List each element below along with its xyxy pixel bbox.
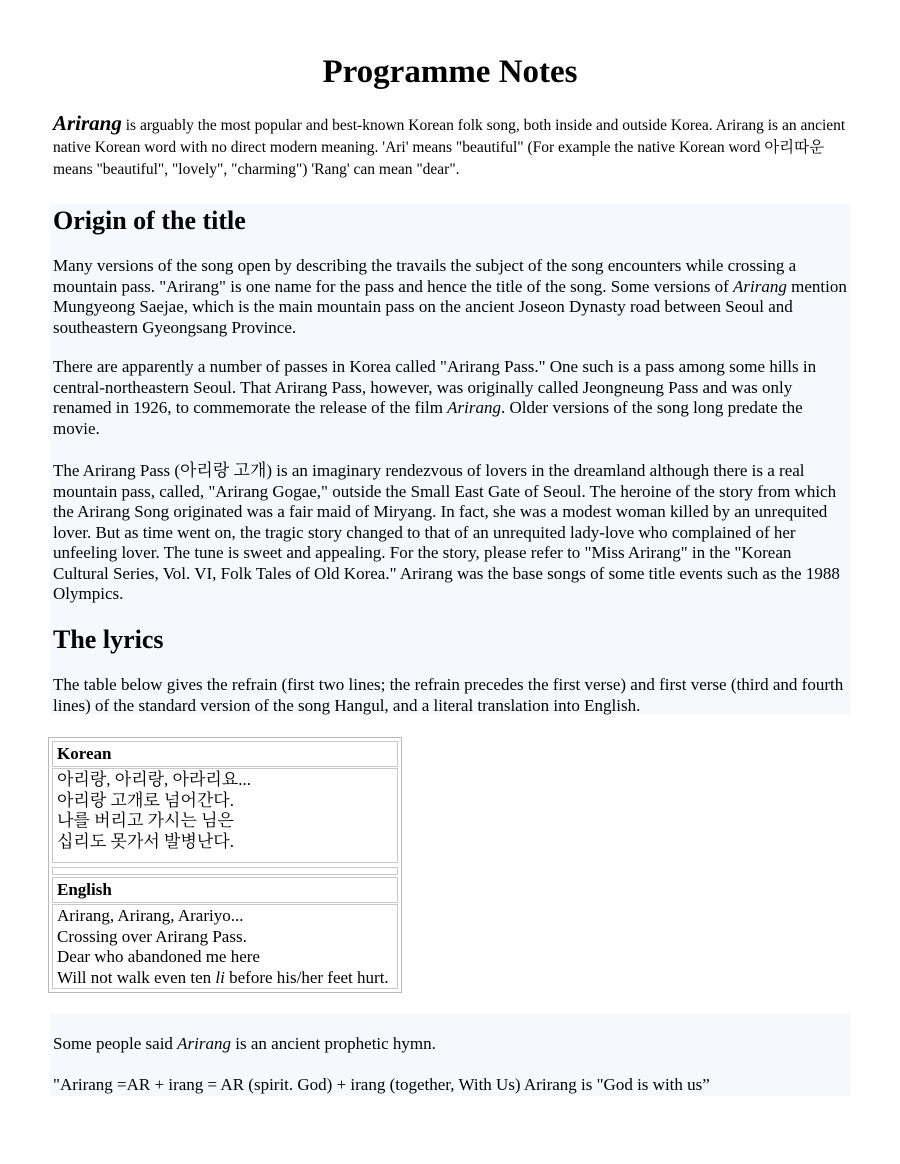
english-lyrics-cell xyxy=(52,904,398,989)
korean-line: 아리랑 고개로 넘어간다. xyxy=(57,790,234,810)
english-line: Dear who abandoned me here xyxy=(57,947,260,966)
closing-p1-emphasis: Arirang xyxy=(177,1034,232,1053)
closing-paragraph-1 xyxy=(53,1034,848,1055)
origin-heading: Origin of the title xyxy=(53,206,246,235)
english-last-text-b: before his/her feet hurt. xyxy=(224,967,389,987)
table-spacer-cell xyxy=(52,867,398,875)
english-header-cell: English xyxy=(52,877,398,903)
closing-p1-text-b: is an ancient prophetic hymn. xyxy=(231,1034,436,1053)
korean-line: 나를 버리고 가시는 님은 xyxy=(57,811,234,830)
english-last-text-a: Will not walk even ten xyxy=(57,967,216,987)
lyrics-table xyxy=(48,737,402,993)
origin-p2-emphasis: Arirang xyxy=(447,398,502,417)
english-line: Arirang, Arirang, Arariyo... xyxy=(57,906,244,925)
origin-p2-text-b: . Older versions of the song long predate the movie. xyxy=(53,398,803,438)
intro-lead-word: Arirang xyxy=(53,111,122,135)
origin-paragraph-1 xyxy=(53,256,848,338)
closing-paragraph-2: "Arirang =AR + irang = AR (spirit. God) + irang (together, With Us) Arirang is "God is with us” xyxy=(53,1075,710,1094)
korean-line: 아리랑, 아리랑, 아라리요... xyxy=(57,770,251,789)
origin-paragraph-2 xyxy=(53,357,848,439)
korean-header-cell: Korean xyxy=(52,741,398,767)
origin-p1-text-b: mention Mungyeong Saejae, which is the main mountain pass on the ancient Joseon Dynasty road between Seoul and southeastern Gyeongsang Province. xyxy=(53,276,847,337)
origin-p1-emphasis: Arirang xyxy=(733,276,787,296)
english-last-emphasis: li xyxy=(215,967,225,987)
lyrics-heading: The lyrics xyxy=(53,625,164,654)
origin-p1-text-a: Many versions of the song open by describing the travails the subject of the song encounters while crossing a mountain pass. "Arirang" is one name for the pass and hence the title of the song. Some versions of xyxy=(53,256,797,296)
origin-paragraph-3: The Arirang Pass (아리랑 고개) is an imaginary rendezvous of lovers in the dreamland although there is a real mountain pass, called, "Arirang Gogae," outside the Small East Gate of Seoul. The heroine of the story from which the Arirang Song originated was a fair maid of Miryang. In fact, she was a modest woman killed by an unrequited lover. But as time went on, the tragic story changed to that of an unrequited lady-love who complained of her unfeeling lover. The tune is sweet and appealing. For the story, please refer to "Miss Arirang" in the "Korean Cultural Series, Vol. VI, Folk Tales of Old Korea." Arirang was the base songs of some title events such as the 1988 Olympics. xyxy=(53,461,840,603)
closing-p1-text-a: Some people said xyxy=(53,1034,178,1053)
korean-line: 십리도 못가서 발병난다. xyxy=(57,831,234,851)
korean-lyrics-cell xyxy=(52,768,398,863)
lyrics-intro-paragraph: The table below gives the refrain (first two lines; the refrain precedes the first verse) and first verse (third and fourth lines) of the standard version of the song Hangul, and a literal translation into English. xyxy=(53,675,844,715)
intro-text: is arguably the most popular and best-known Korean folk song, both inside and outside Korea. Arirang is an ancient native Korean word with no direct modern meaning. 'Ari' means "beautiful" (For example the native Korean word 아리따운 means "beautiful", "lovely", "charming") 'Rang' can mean "dear". xyxy=(53,117,846,178)
english-line: Crossing over Arirang Pass. xyxy=(57,926,247,946)
intro-paragraph xyxy=(53,112,848,181)
english-line xyxy=(57,968,397,989)
origin-p2-text-a: There are apparently a number of passes in Korea called "Arirang Pass." One such is a pass among some hills in central-northeastern Seoul. That Arirang Pass, however, was originally called Jeongneung Pass and was only renamed in 1926, to commemorate the release of the film xyxy=(53,357,817,417)
page-title: Programme Notes xyxy=(322,54,578,90)
